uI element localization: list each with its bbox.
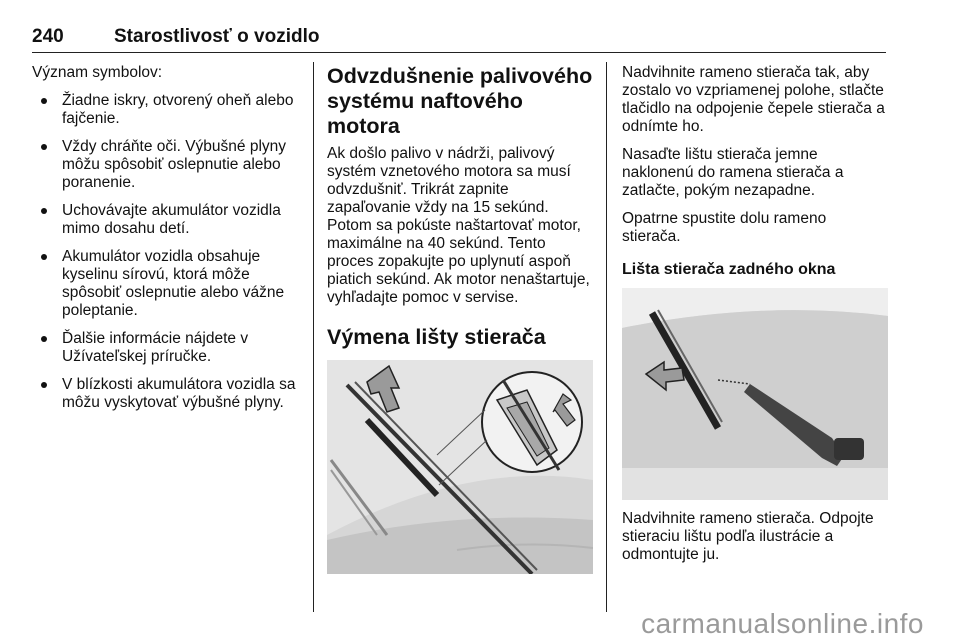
chapter-title: Starostlivosť o vozidlo [114,26,320,47]
section-heading-fuel-bleeding: Odvzdušnenie palivového systému naftového motora [327,64,593,138]
bullet-icon [41,98,47,104]
wiper-step-3: Opatrne spustite dolu rameno stierača. [622,210,827,245]
column-divider-1 [313,62,314,612]
page-number: 240 [32,26,64,47]
wiper-step-1: Nadvihnite rameno stierača tak, aby zostalo vo vzpriamenej polohe, stlačte tlačidlo na odpojenie čepele stierača a odnímte ho. [622,64,885,135]
page-header [32,22,886,53]
bullet-icon [41,254,47,260]
bullet-icon [41,144,47,150]
list-item: Vždy chráňte oči. Výbušné plyny môžu spôsobiť oslepnutie alebo poranenie. [32,138,304,192]
fuel-bleeding-paragraph: Ak došlo palivo v nádrži, palivový systém vznetového motora sa musí odvzdušniť. Trikrát zapnite zapaľovanie vždy na 15 sekúnd. Potom sa pokúste naštartovať motor, maximálne na 40 sekúnd. Tento proces zopakujte po uplynutí aspoň piatich sekúnd. Ak motor nenaštartuje, vyhľadajte pomoc v servise. [327,145,590,306]
front-wiper-illustration [327,360,593,574]
section-heading-wiper-blade: Výmena lišty stierača [327,325,546,349]
column-wiper-steps [622,64,888,574]
bullet-icon [41,208,47,214]
column-fuel-bleeding [327,64,593,584]
watermark-text: carmanualsonline.info [641,608,924,639]
symbols-list [32,92,304,412]
list-item: Akumulátor vozidla obsahuje kyselinu sírovú, ktorá môže spôsobiť oslepnutie alebo vážne poleptanie. [32,248,304,320]
column-divider-2 [606,62,607,612]
list-item: Ďalšie informácie nájdete v Užívateľskej príručke. [32,330,304,366]
wiper-step-2: Nasaďte lištu stierača jemne naklonenú do ramena stierača a zatlačte, pokým nezapadne. [622,146,844,199]
rear-wiper-step: Nadvihnite rameno stierača. Odpojte stieraciu lištu podľa ilustrácie a odmontujte ju. [622,510,874,563]
rear-wiper-illustration [622,288,888,500]
list-item: Žiadne iskry, otvorený oheň alebo fajčenie. [32,92,304,128]
bullet-icon [41,382,47,388]
list-item: Uchovávajte akumulátor vozidla mimo dosahu detí. [32,202,304,238]
bullet-icon [41,336,47,342]
list-item: V blízkosti akumulátora vozidla sa môžu vyskytovať výbušné plyny. [32,376,304,412]
column-symbols [32,64,304,422]
symbols-intro: Význam symbolov: [32,64,163,81]
section-heading-rear-wiper: Lišta stierača zadného okna [622,261,836,278]
